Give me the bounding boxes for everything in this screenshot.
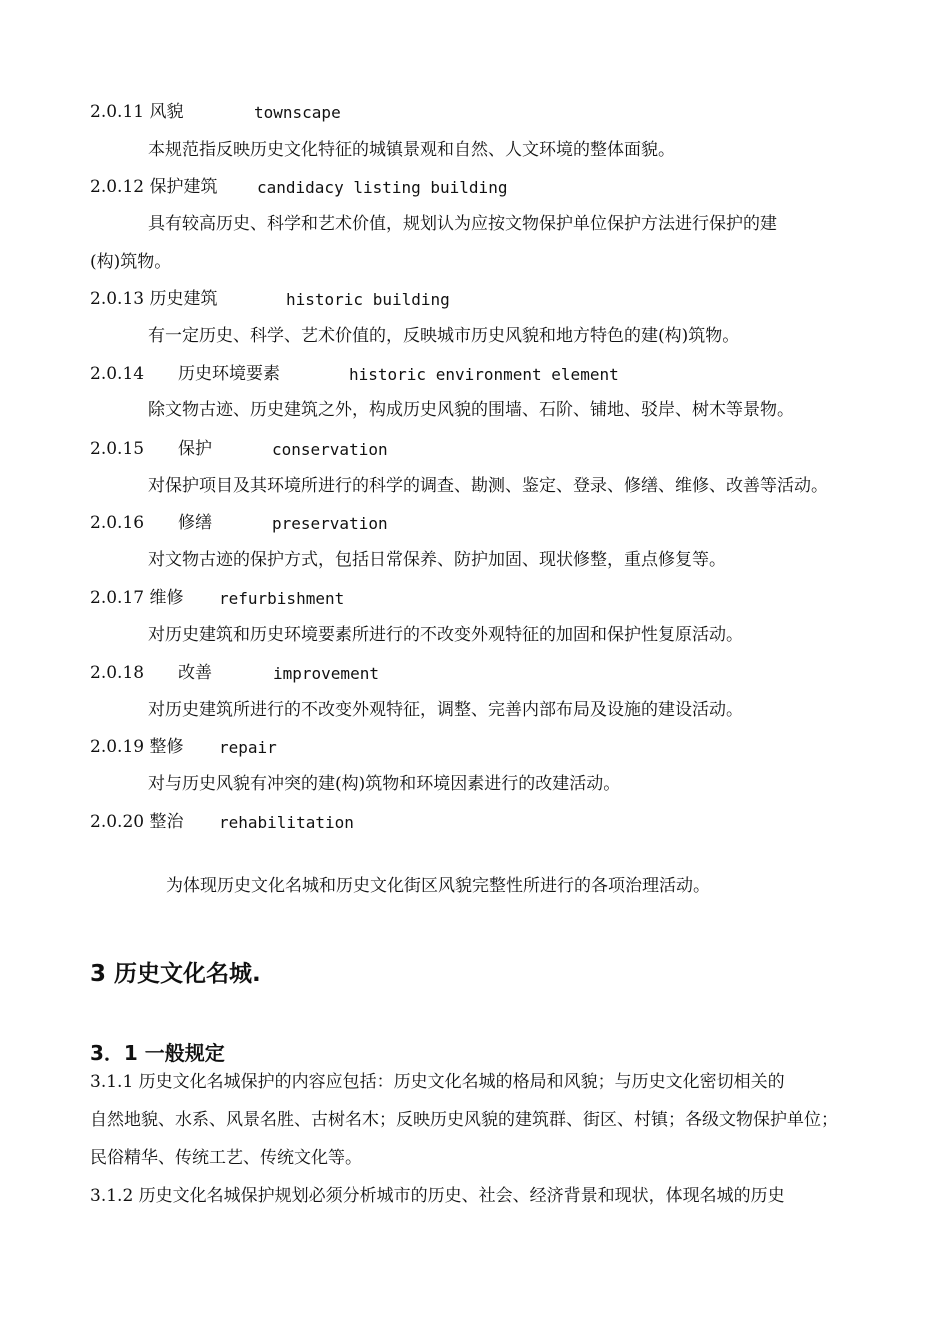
- section-title: 3．1 一般规定: [90, 1041, 225, 1065]
- term-english-2-0-15: conservation: [272, 440, 388, 459]
- term-english-2-0-13: historic building: [286, 290, 450, 309]
- term-english-2-0-18: improvement: [273, 664, 379, 683]
- term-number-2-0-14: 2.0.14: [90, 364, 145, 384]
- term-definition-2-0-18: 对历史建筑所进行的不改变外观特征，调整、完善内部布局及设施的建设活动。: [148, 700, 743, 720]
- chapter-title: 3 历史文化名城.: [90, 961, 261, 987]
- clause-3-1-1-line1: 3.1.1 历史文化名城保护的内容应包括：历史文化名城的格局和风貌；与历史文化密切相关的: [90, 1072, 785, 1092]
- term-definition-2-0-17: 对历史建筑和历史环境要素所进行的不改变外观特征的加固和保护性复原活动。: [148, 625, 743, 645]
- term-number-2-0-17: 2.0.17 维修: [90, 588, 184, 608]
- term-chinese-2-0-18: 改善: [178, 663, 212, 683]
- term-english-2-0-11: townscape: [254, 103, 341, 122]
- term-chinese-2-0-14: 历史环境要素: [178, 364, 280, 384]
- term-english-2-0-16: preservation: [272, 514, 388, 533]
- clause-3-1-1-line3: 民俗精华、传统工艺、传统文化等。: [90, 1148, 362, 1168]
- term-english-2-0-17: refurbishment: [219, 589, 345, 608]
- term-english-2-0-12: candidacy listing building: [257, 178, 508, 197]
- term-definition-2-0-16: 对文物古迹的保护方式，包括日常保养、防护加固、现状修整，重点修复等。: [148, 550, 726, 570]
- term-number-2-0-18: 2.0.18: [90, 663, 145, 683]
- term-definition-2-0-12-line2: (构)筑物。: [90, 252, 172, 272]
- term-chinese-2-0-15: 保护: [178, 439, 212, 459]
- term-number-2-0-12: 2.0.12 保护建筑: [90, 177, 218, 197]
- term-definition-2-0-15: 对保护项目及其环境所进行的科学的调查、勘测、鉴定、登录、修缮、维修、改善等活动。: [148, 476, 828, 496]
- clause-3-1-2-line1: 3.1.2 历史文化名城保护规划必须分析城市的历史、社会、经济背景和现状，体现名城的历史: [90, 1186, 785, 1206]
- term-definition-2-0-12-line1: 具有较高历史、科学和艺术价值，规划认为应按文物保护单位保护方法进行保护的建: [148, 214, 777, 234]
- term-definition-2-0-13: 有一定历史、科学、艺术价值的，反映城市历史风貌和地方特色的建(构)筑物。: [148, 326, 740, 346]
- term-definition-2-0-20: 为体现历史文化名城和历史文化街区风貌完整性所进行的各项治理活动。: [166, 876, 710, 896]
- term-number-2-0-16: 2.0.16: [90, 513, 145, 533]
- term-number-2-0-11: 2.0.11 风貌: [90, 102, 184, 122]
- term-english-2-0-20: rehabilitation: [219, 813, 354, 832]
- term-definition-2-0-19: 对与历史风貌有冲突的建(构)筑物和环境因素进行的改建活动。: [148, 774, 621, 794]
- term-number-2-0-20: 2.0.20 整治: [90, 812, 184, 832]
- term-definition-2-0-11: 本规范指反映历史文化特征的城镇景观和自然、人文环境的整体面貌。: [148, 140, 675, 160]
- term-definition-2-0-14: 除文物古迹、历史建筑之外，构成历史风貌的围墙、石阶、铺地、驳岸、树木等景物。: [148, 400, 794, 420]
- term-number-2-0-13: 2.0.13 历史建筑: [90, 289, 218, 309]
- term-number-2-0-15: 2.0.15: [90, 439, 145, 459]
- term-english-2-0-14: historic environment element: [349, 365, 619, 384]
- term-number-2-0-19: 2.0.19 整修: [90, 737, 184, 757]
- term-english-2-0-19: repair: [219, 738, 277, 757]
- clause-3-1-1-line2: 自然地貌、水系、风景名胜、古树名木；反映历史风貌的建筑群、街区、村镇；各级文物保护单位；: [90, 1110, 838, 1130]
- term-chinese-2-0-16: 修缮: [178, 513, 212, 533]
